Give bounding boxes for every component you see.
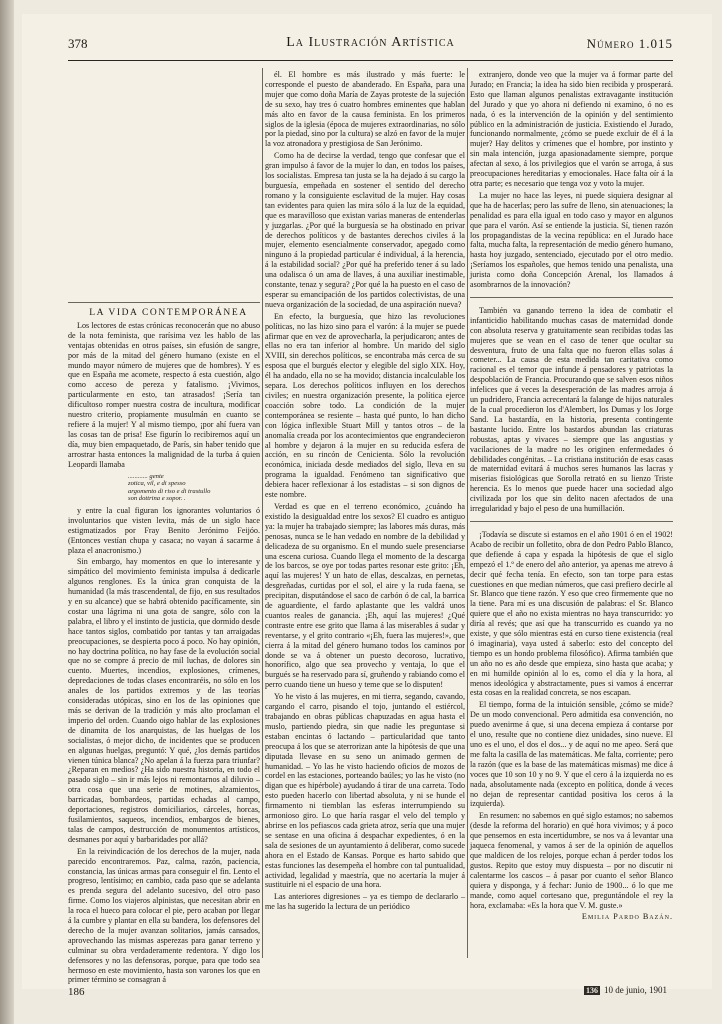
column-3: [470, 70, 673, 960]
verse-line: son dottrina e sopor. .: [128, 495, 186, 503]
book-spine-shadow: [0, 0, 14, 1024]
paragraph: Los lectores de estas crónicas reconocerán que no abuso de la nota feminista, que rarísima vez les hablo de las ventajas obtenidas en otros países, sin efusión de sangre, por más de la mitad del género humano (existe en el mundo mayor número de mujeres que de hombres). Y es que en España me acomete, respecto á esta cuestión, algo como acceso de pereza y fatalismo. ¡Vivimos, particularmente en esto, tan atrasados! ¡Sería tan dificultoso romper nuestra costra de incultura, modificar nuestro criterio, propiamente musulmán en cuanto se refiere á la mujer! Y al mismo tiempo, ¡por ahí fuera van las cosas tan de prisa! Ese figurín lo recibiremos aquí un día, muy bien empaquetado, de París, sin haber tenido que arrostrar hasta entonces la malignidad de la turba á quien Leopardi llamaba: [68, 320, 260, 469]
blank-space: [68, 70, 260, 302]
column-2: [265, 70, 465, 960]
paragraph: Sin embargo, hay momentos en que lo interesante y simpático del movimiento feminista impulsa á dedicarle algunos renglones. Es la única gran conquista de la humanidad (la más trascendental, de fijo, en sus resultados y en su alcance) que se habrá obtenido pacíficamente, sin costar una lágrima ni una gota de sangre, sólo con la palabra, el libro y el instinto de justicia, que dormido desde hace tantos siglos, combatido por tantas y tan arraigadas preocupaciones, se despierta poco á poco. No hay opinión, no hay doctrina política, no hay fase de la evolución social que no se compre á precio de mil luchas, de dolores sin cuento. Muertes, incendios, explosiones, crímenes, depredaciones de todas clases encontraréis, no sólo en los anales de los partidos extremos y de las teorías consideradas utópicas, sino en los de las opiniones que más se derivan de la tradición y más alto proclaman el imperio del orden. Cuando oigo hablar de las explosiones de dinamita de los anarquistas, de las huelgas de los socialistas, ó mejor dicho, de incidentes que se producen en algunas huelgas, preguntó: Y qué, ¿los demás partidos vienen túnica blanca? ¿No apelan á la fuerza para triunfar? ¿Reparan en medios? ¿Ha sido nuestra historia, en todo el pasado siglo – sin ir más lejos ni remontarnos al diluvio – otra cosa que una serie de motines, alzamientos, barricadas, bombardeos, partidas echadas al campo, deportaciones, registros domiciliarios, cárceles, horcas, fusilamientos, saqueos, incendios, embargos de bienes, talas de campos, destrucción de monumentos artísticos, desmanes por aquí y barbaridades por allá?: [68, 557, 260, 844]
paragraph: En la reivindicación de los derechos de la mujer, nada parecido encontraremos. Paz, calma, razón, paciencia, constancia, las únicas armas para conseguir el fin. Lento el progreso, lentísimo; en cambio, cada paso que se adelanta es prenda segura del adelanto sucesivo, del otro paso firme. Como los viajeros alpinistas, que necesitan abrir en la roca el hueco para colocar el pie, pero acaban por llegar á la cumbre y plantar en ella su bandera, los defensores del derecho de la mujer avanzan solitarios, jamás cansados, aprovechando las mismas asperezas para ganar terreno y culminar su obra verdaderamente redentora. Y digo los defensores y no las defensoras, porque, para que todo sea hermoso en este movimiento, hasta son varones los que en primer término se consagran á: [68, 846, 260, 985]
page-header: [68, 36, 673, 58]
paragraph: En efecto, la burguesía, que hizo las revoluciones políticas, no las hizo sino para el varón: á la mujer se puede afirmar que en vez de aprovecharla, la perjudicaron; antes de ellas no era tan inferior al hombre. Un marido del siglo XVIII, sin derechos políticos, se encontraba más cerca de su esposa que el burgués elector y elegible del siglo XIX. Hoy, él ha andado, ella no se ha movido; distancia incalculable los separa. Los derechos políticos influyen en los derechos civiles; en nuestra organización presente, la política ejerce coacción sobre todo. La condición de la mujer contemporánea se resiente – hasta qué punto, lo han dicho con lógica inflexible Stuart Mill y tantos otros – de la anomalía creada por los acontecimientos que engrandecieron al hombre y dejaron á la mujer en su reducida esfera de acción, en su rincón de Cenicienta. Sólo la revolución económica, iniciada desde mediados del siglo, lleva en su programa la igualdad. Fenómeno tan significativo que debiera hacer reflexionar á los estadistas – si son dignos de este nombre.: [265, 311, 465, 500]
column-1: [68, 70, 260, 985]
verse-line: zotica, vil, e di spesso: [128, 480, 186, 488]
section-title: LA VIDA CONTEMPORÁNEA: [68, 302, 260, 319]
paragraph: extranjero, donde veo que la mujer va á formar parte del Jurado; en Francia; la idea ha sido bien recibida y prosperará. Esto que llaman algunos penalistas extravagante institución del Jurado y que yo ahora ni defiendo ni examino, ó no es nada, ó es la intervención de la opinión y del sentimiento público en la administración de justicia. Existiendo el Jurado, funcionando normalmente, ¿cómo se puede excluir de él á la mujer? Hay delitos y crímenes que el hombre, por instinto y sin mala intención, juzga apasionadamente siempre, porque afectan al sexo, á los privilegios que el varón se arroga, á sus preocupaciones hereditarias y emocionales. Hace falta oír á la otra parte; es necesario que tenga voz y voto la mujer.: [470, 70, 673, 188]
verse-line: ............ gente: [128, 472, 164, 480]
magazine-title: La Ilustración Artística: [286, 35, 455, 50]
paragraph: Yo he visto á las mujeres, en mi tierra, segando, cavando, cargando el carro, pisando el tojo, juntando el estiércol, trabajando en obras públicas chapuzadas en agua hasta el muslo, partiendo piedra, sin que nadie les preguntase si estaban encintas ó lactando – particularidad que tanto preocupa á los que se aterrorizan ante la hipótesis de que una diputada llevase en su seno un animado germen de humanidad. – Yo las he visto haciendo oficios de mozos de cordel en las estaciones, porteando baúles; yo las he visto (no digan que es hipérbole) ayudando á tirar de una carreta. Todo esto pueden hacerlo con libertad absoluta, y ni se hunde el firmamento ni tiemblan las esferas interrumpiendo su armonioso giro. Lo que haría rasgar el velo del templo y abrirse en los pefiascos cada grieta atroz, sería que una mujer se sentase en una oficina á despachar expedientes, ó en la sala de sesiones de un ayuntamiento á deliberar, como sucede ahora en el Estado de Kansas. Porque es harto sabido que estas funciones las desempeña el hombre con tal puntualidad, actividad, legalidad y maestría, que no acertaría la mujer á sustituirle ni el espacio de una hora.: [265, 692, 465, 890]
issue-number: Número 1.015: [586, 36, 673, 51]
paragraph: Verdad es que en el terreno económico, ¿cuándo ha existido la desigualdad entre los sexos? El cuadro es antiguo ya: la mujer ha trabajado siempre; las labores más duras, más penosas, nunca se le han vedado en nombre de la debilidad y delicadeza de su organismo. En el mundo suele presenciarse una escena curiosa. Cuando llega el momento de la descarga de los barcos, se oye por todas partes resonar este grito: ¡Eh, aquí las mujeres! Y un hato de ellas, descalzas, en pernetas, desgreñadas, curtidas por el sol, el aire y la ruda faena, se precipitan, disputándose el saco de carbón ó de cal, la barrica de aguardiente, el fardo aplastante que les valdrá unos cuantos reales de ganancia. ¡Eh, aquí las mujeres! ¿Qué contraste entre ese grito que llama á las miserables á sudar y reventarse, y el grito contrario «¡Eh, fuera las mujeres!», que cierra á la mitad del género humano todos los caminos por donde se va á obtener un puesto decoroso, lucrativo, honorífico, algo que sea provecho y ventaja, lo que el burgués se ha reservado para sí, gruñendo y rabiando como el perro cuando tiene un hueso y teme que se lo disputen!: [265, 501, 465, 690]
section-separator: [470, 521, 673, 522]
paragraph: Las anteriores digresiones – ya es tiempo de declararlo – me las ha sugerido la lectura de un periódico: [265, 892, 465, 912]
folio-number: 186: [68, 986, 85, 998]
paragraph: él. El hombre es más ilustrado y más fuerte: le corresponde el puesto de abanderado. En España, para una mujer que como doña María de Zayas proteste de la sujeción de su sexo, hay tres ó cuatro hombres eminentes que hablan más alto en favor de la causa feminista. En los primeros siglos de la iglesia (época de mujeres extraordinarias, no sólo por la piedad, sino por la cultura) se alzó en favor de la mujer la voz atronadora y prestigiosa de San Jerónimo.: [265, 70, 465, 149]
column-divider: [467, 68, 468, 958]
footer-date: 10 de junio, 1901: [604, 985, 667, 995]
paragraph: y entre la cual figuran los ignorantes voluntarios ó involuntarios que visten levita, más de un siglo hace estigmatizados por Fray Benito Jerónimo Feijóo. (Entonces vestían chupa y casaca; no vayan á sacarme á plaza el anacronismo.): [68, 505, 260, 555]
paragraph: Como ha de decirse la verdad, tengo que confesar que el gran impulso á favor de la mujer lo dan, en todos los países, los socialistas. Empresa tan justa se la ha dejado á su cargo la burguesía, empeñada en sostener el sentido del derecho romano y la consiguiente esclavitud de la mujer. Hay cosas tan evidentes para quien las mira sólo á la luz de la equidad, que es maravilloso que existan varias maneras de entenderlas y juzgarlas. ¿Por qué la burguesía se ha obstinado en privar de derechos políticos y de bastantes derechos civiles á la mujer, elemento esencialmente conservador, apegado como ninguno á la propiedad particular é individual, á la herencia, á la estabilidad social? ¿Por qué ha preferido tener á su lado una odalisca ó un ama de llaves, á una auxiliar inestimable, constante, tenaz y segura? ¿Por qué la ha puesto en el caso de esperar su emancipación de los partidos colectivistas, de una nueva organización de la sociedad, de una aspiración nueva?: [265, 151, 465, 309]
issue-badge: 136: [586, 985, 598, 995]
section-separator: [470, 297, 673, 298]
paragraph: ¡Todavía se discute si estamos en el año 1901 ó en el 1902! Acabo de recibir un folletito, obra de don Pedro Pablo Blanco, que defiende á capa y espada la hipótesis de que el siglo empezó el 1.º de enero del año anterior, ya apenas me atrevo á decir qué fecha tenía. En efecto, son tan torpe para estas cuestiones en que median números, que casi prefiero decirle al Sr. Blanco que tiene razón. Y eso que creo firmemente que no la tiene. Para mí es una discusión de palabras: el Sr. Blanco quiere que el año no exista mientras no haya transcurrido: yo diría al revés; que así que ha transcurrido es cuando ya no existe, y que sólo mientras está en curso tiene existencia (real ó imaginaria), vaya usted á saberlo: esto del concepto del tiempo es un hondo problema filosófico). Afirma también que un año no es año desde que empieza, sino hasta que acaba; y en mi humilde opinión al lo es, como el día y la hora, al menos ideológica y abstractamente, pues si vamos á encerrar esta cosas en la realidad concreta, se nos escapan.: [470, 529, 673, 698]
verse-line: argomento di riso e di trastullo: [128, 487, 211, 495]
header-rule: [68, 60, 673, 61]
column-divider: [262, 68, 263, 958]
verse-quote: [128, 473, 260, 503]
paragraph: El tiempo, forma de la intuición sensible, ¿cómo se mide? De un modo convencional. Pero admitida esa convención, no puedo avenirme á que, si una decena empieza á contarse por el uno, resulte que no contiene diez unidades, sino nueve. El uno es el uno, el dos el dos... y de aquí no me apeo. Será que me falta la casilla de las matemáticas. Me falta, corriente; pero la razón (que es la base de las matemáticas mismas) me dice á voces que 10 son 10 y no 9. Y que el cero á la izquierda no es nada, absolutamente nada (excepto en política, donde á veces no dejan de representar cantidad positiva los ceros á la izquierda).: [470, 700, 673, 809]
page-number: 378: [68, 36, 88, 51]
paragraph: También va ganando terreno la idea de combatir el infanticidio habilitando muchas casas de maternidad donde con absoluta reserva y gratuitamente sean recibidas todas las mujeres que se vean en el caso de tener que ocultar su desventura, fruto de una falta que no fueron ellas solas á cometer... La causa de esta medida tan caritativa como racional es el temor que infunde á pensadores y patriotas la despoblación de Francia. Procurando que se salven esos niños infelices que á veces la desesperación de las madres arroja á un pudridero, Francia acrecentará la falange de hijos naturales de la cual procedieron los d'Alembert, los Dumas y los Jorge Sand. La bastardía, en la historia, presenta contingente bastante lucido. Entre los bastardos abundan las criaturas robustas, aptas y vivaces – siempre que las angustias y vacilaciones de la madre no les originen enfermedades ó debilidades congénitas. – La cristiana institución de esas casas de maternidad evitará á muchos seres humanos las lacras y miserias fisiológicas que Sorolla retrató en su lienzo Triste herencia. Es lo menos que puede hacer una sociedad algo civilizada por los que sin delito nacen afectados de una irregularidad y bajo el peso de una humillación.: [470, 305, 673, 514]
author-signature: Emilia Pardo Bazán.: [581, 912, 673, 922]
footer-stamp: [584, 985, 667, 995]
paragraph: En resumen: no sabemos en qué siglo estamos; no sabemos (desde la reforma del horario) en qué hora vivimos; y á poco que pensemos en esta incertidumbre, se nos va á levantar una jaqueca fenomenal, y vamos á ser de la opinión de aquellos que maldicen de los relojes, porque echan á perder todos los gustos. Repito que estoy muy dispuesta – por no discutir ni calentarme los cascos – á pasar por cuanto el señor Blanco quiera y disponga, y á fechar: Junio de 1900... ó lo que me mande, como aquel cortesano que, preguntándole el rey la hora, exclamaba: «Es la hora que V. M. guste.»: [470, 811, 673, 910]
paragraph: La mujer no hace las leyes, ni puede siquiera designar al que ha de hacerlas; pero las sufre de lleno, sin atenuaciones; la penalidad es para ella igual en todo caso y mayor en algunos que para el varón. Así se entiende la justicia. Sí, tienen razón los propagandistas de la vecina república: en el Jurado hace falta, mucha falta, la representación de medio género humano, hasta hoy juzgado, sentenciado, ejecutado por el otro medio. ¡Seríamos los españoles, que hemos tenido una penalista, una jurista como doña Concepción Arenal, los llamados á asombrarnos de la innovación?: [470, 190, 673, 290]
